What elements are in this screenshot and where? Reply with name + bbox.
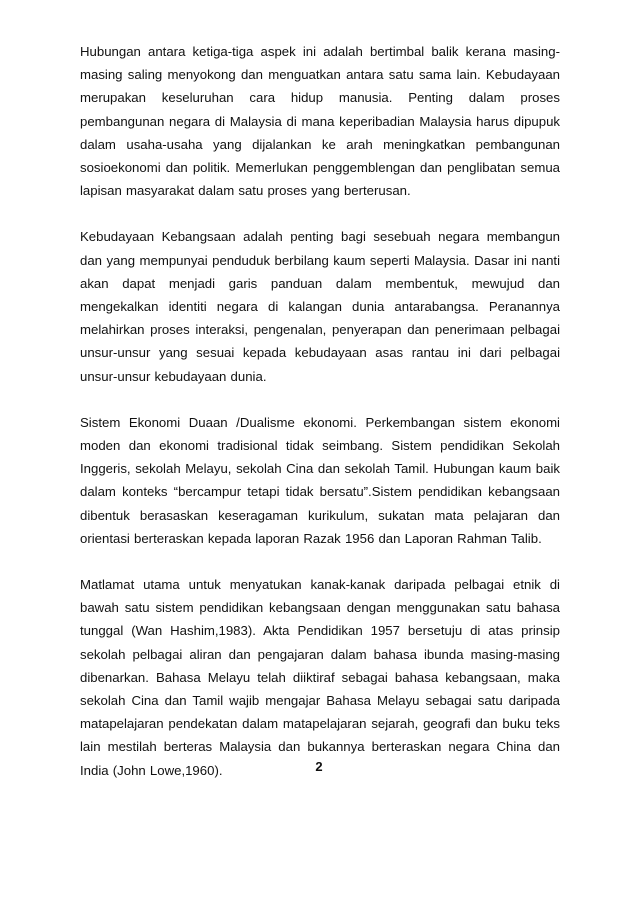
paragraph-1: Hubungan antara ketiga-tiga aspek ini adalah bertimbal balik kerana masing-masing saling menyokong dan menguatkan antara satu sama lain. Kebudayaan merupakan keseluruhan cara hidup manusia. Penting dalam proses pembangunan negara di Malaysia di mana keperibadian Malaysia harus dipupuk dalam usaha-usaha yang dijalankan ke arah meningkatkan pembangunan sosioekonomi dan politik. Memerlukan penggemblengan dan penglibatan semua lapisan masyarakat dalam satu proses yang berterusan. — [80, 44, 560, 199]
page-number: 2 — [315, 759, 323, 774]
paragraph-2: Kebudayaan Kebangsaan adalah penting bagi sesebuah negara membangun dan yang mempunyai penduduk berbilang kaum seperti Malaysia. Dasar ini nanti akan dapat menjadi garis panduan dalam membentuk, mewujud dan mengekalkan identiti negara di kalangan dunia antarabangsa. Peranannya melahirkan proses interaksi, pengenalan, penyerapan dan penerimaan pelbagai unsur-unsur yang sesuai kepada kebudayaan asas rantau ini dari pelbagai unsur-unsur kebudayaan dunia. — [80, 229, 560, 384]
paragraph-3: Sistem Ekonomi Duaan /Dualisme ekonomi. Perkembangan sistem ekonomi moden dan ekonomi tradisional tidak seimbang. Sistem pendidikan Sekolah Inggeris, sekolah Melayu, sekolah Cina dan sekolah Tamil. Hubungan kaum baik dalam konteks “bercampur tetapi tidak bersatu”.Sistem pendidikan kebangsaan dibentuk berasaskan keseragaman kurikulum, sukatan mata pelajaran dan orientasi berteraskan kepada laporan Razak 1956 dan Laporan Rahman Talib. — [80, 414, 560, 546]
document-body — [80, 40, 560, 782]
paragraph-4: Matlamat utama untuk menyatukan kanak-kanak daripada pelbagai etnik di bawah satu sistem pendidikan kebangsaan dengan menggunakan satu bahasa tunggal (Wan Hashim,1983). Akta Pendidikan 1957 bersetuju di atas prinsip sekolah pelbagai aliran dan pengajaran dalam bahasa ibunda masing-masing dibenarkan. Bahasa Melayu telah diiktiraf sebagai bahasa kebangsaan, maka sekolah Cina dan Tamil wajib mengajar Bahasa Melayu sebagai satu daripada matapelajaran pendekatan dalam matapelajaran sejarah, geografi dan buku teks lain mestilah berteras Malaysia dan bukannya berteraskan negara China dan India (John Lowe,1960). — [80, 577, 560, 778]
